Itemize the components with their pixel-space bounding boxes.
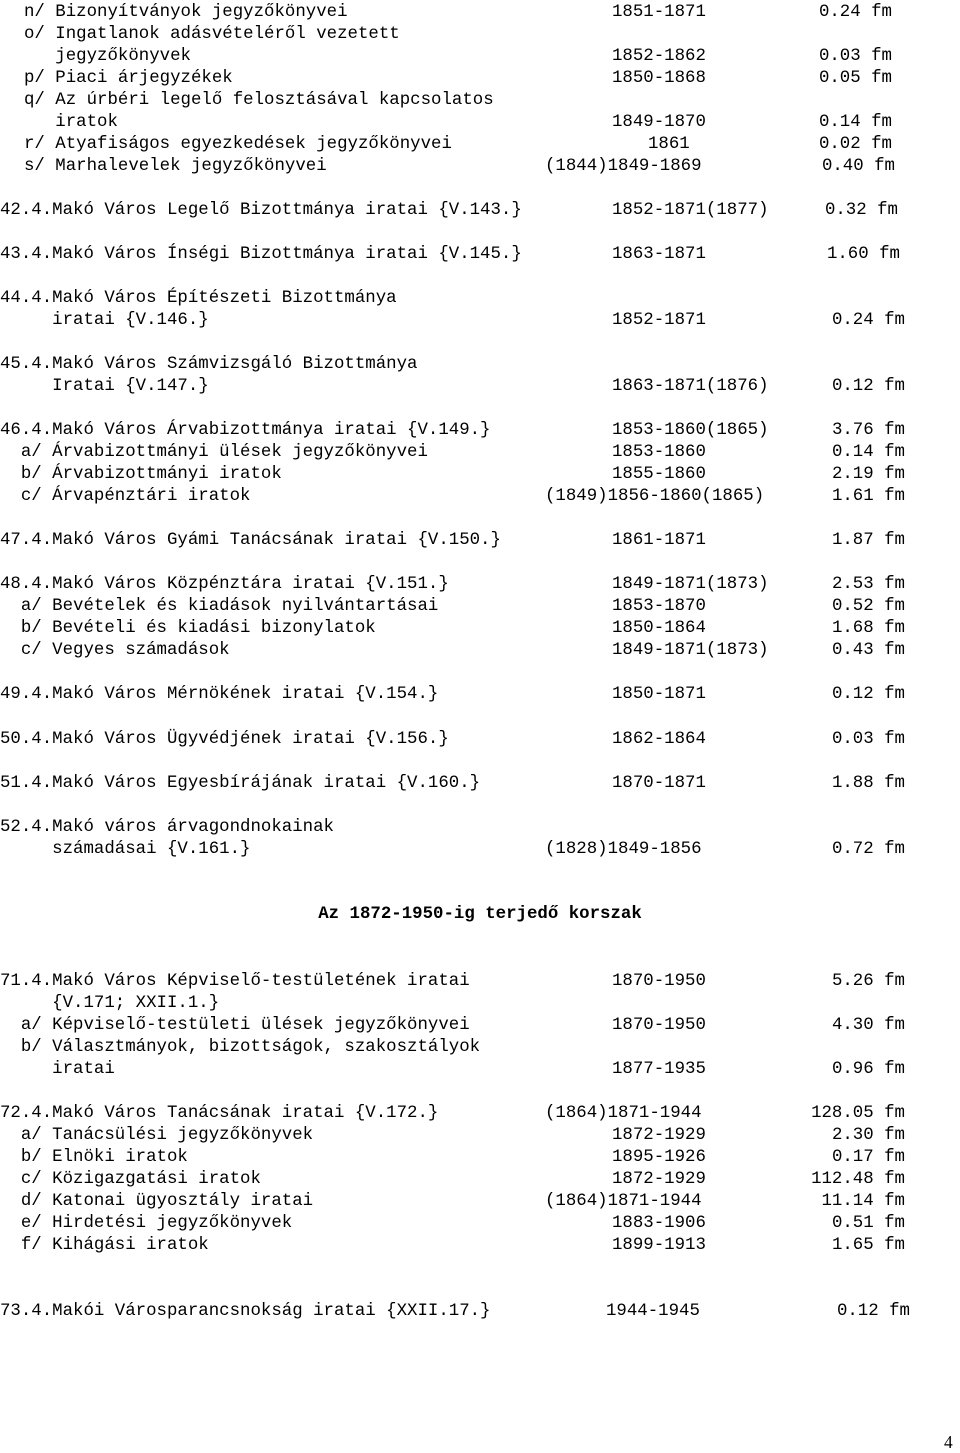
section-heading bbox=[0, 904, 960, 926]
inventory-row bbox=[0, 839, 960, 861]
row-date-range: 1850-1864 bbox=[612, 619, 706, 638]
row-extent: 0.40 fm bbox=[821, 157, 895, 176]
row-title: 73.4.Makói Városparancsnokság iratai {XXII.17.} bbox=[0, 1302, 491, 1321]
row-title: 45.4.Makó Város Számvizsgáló Bizottmánya bbox=[0, 355, 418, 374]
row-title: 43.4.Makó Város Ínségi Bizottmánya iratai {V.145.} bbox=[0, 245, 522, 264]
row-date-range: (1844)1849-1869 bbox=[545, 157, 702, 176]
inventory-row bbox=[0, 420, 960, 442]
inventory-row bbox=[0, 640, 960, 662]
inventory-row bbox=[0, 1191, 960, 1213]
row-extent: 0.14 fm bbox=[818, 113, 892, 132]
row-date-range: 1850-1868 bbox=[612, 69, 706, 88]
row-date-range: 1899-1913 bbox=[612, 1236, 706, 1255]
row-extent: 0.17 fm bbox=[831, 1148, 905, 1167]
inventory-row bbox=[0, 596, 960, 618]
row-title: s/ Marhalevelek jegyzőkönyvei bbox=[24, 157, 327, 176]
inventory-row bbox=[0, 46, 960, 68]
row-extent: 1.68 fm bbox=[831, 619, 905, 638]
row-extent: 0.14 fm bbox=[831, 443, 905, 462]
row-title: a/ Képviselő-testületi ülések jegyzőkönyvei bbox=[0, 1016, 470, 1035]
row-extent: 0.52 fm bbox=[831, 597, 905, 616]
row-title: a/ Tanácsülési jegyzőkönyvek bbox=[0, 1126, 314, 1145]
row-title: e/ Hirdetési jegyzőkönyvek bbox=[0, 1214, 293, 1233]
row-date-range: 1849-1871(1873) bbox=[612, 641, 769, 660]
row-date-range: 1853-1860(1865) bbox=[612, 421, 769, 440]
inventory-row bbox=[0, 244, 960, 266]
row-date-range: (1864)1871-1944 bbox=[545, 1104, 702, 1123]
inventory-row bbox=[0, 1301, 960, 1323]
inventory-row bbox=[0, 684, 960, 706]
row-date-range: 1853-1870 bbox=[612, 597, 706, 616]
row-title: d/ Katonai ügyosztály iratai bbox=[0, 1192, 314, 1211]
inventory-row bbox=[0, 112, 960, 134]
inventory-row bbox=[0, 530, 960, 552]
inventory-row bbox=[0, 1235, 960, 1257]
inventory-row bbox=[0, 1015, 960, 1037]
inventory-row bbox=[0, 442, 960, 464]
row-extent: 0.24 fm bbox=[831, 311, 905, 330]
row-title: 52.4.Makó város árvagondnokainak bbox=[0, 818, 334, 837]
row-extent: 1.87 fm bbox=[831, 531, 905, 550]
row-date-range: 1870-1950 bbox=[612, 1016, 706, 1035]
row-extent: 1.61 fm bbox=[831, 487, 905, 506]
row-date-range: 1870-1950 bbox=[612, 972, 706, 991]
inventory-row bbox=[0, 1125, 960, 1147]
row-title: 49.4.Makó Város Mérnökének iratai {V.154.} bbox=[0, 685, 439, 704]
row-extent: 1.65 fm bbox=[831, 1236, 905, 1255]
row-extent: 0.51 fm bbox=[831, 1214, 905, 1233]
row-extent: 0.12 fm bbox=[831, 377, 905, 396]
row-title: b/ Választmányok, bizottságok, szakosztályok bbox=[0, 1038, 481, 1057]
row-extent: 0.43 fm bbox=[831, 641, 905, 660]
section-heading-text: Az 1872-1950-ig terjedő korszak bbox=[318, 905, 642, 924]
row-date-range: 1861 bbox=[648, 135, 690, 154]
row-title: b/ Bevételi és kiadási bizonylatok bbox=[0, 619, 376, 638]
row-extent: 0.24 fm bbox=[818, 3, 892, 22]
row-title: b/ Elnöki iratok bbox=[0, 1148, 188, 1167]
row-date-range: 1895-1926 bbox=[612, 1148, 706, 1167]
row-date-range: 1862-1864 bbox=[612, 730, 706, 749]
row-date-range: 1872-1929 bbox=[612, 1170, 706, 1189]
inventory-row bbox=[0, 134, 960, 156]
row-extent: 0.03 fm bbox=[818, 47, 892, 66]
row-extent: 0.96 fm bbox=[831, 1060, 905, 1079]
row-extent: 3.76 fm bbox=[831, 421, 905, 440]
row-title: jegyzőkönyvek bbox=[24, 47, 191, 66]
row-date-range: 1853-1860 bbox=[612, 443, 706, 462]
row-extent: 0.32 fm bbox=[824, 201, 898, 220]
inventory-row bbox=[0, 376, 960, 398]
inventory-row bbox=[0, 1147, 960, 1169]
row-title: 44.4.Makó Város Építészeti Bizottmánya bbox=[0, 289, 397, 308]
row-extent: 1.60 fm bbox=[826, 245, 900, 264]
row-date-range: 1877-1935 bbox=[612, 1060, 706, 1079]
row-date-range: 1861-1871 bbox=[612, 531, 706, 550]
row-title: {V.171; XXII.1.} bbox=[0, 994, 220, 1013]
row-date-range: 1863-1871 bbox=[612, 245, 706, 264]
row-date-range: 1855-1860 bbox=[612, 465, 706, 484]
inventory-row bbox=[0, 971, 960, 993]
inventory-row bbox=[0, 1103, 960, 1125]
inventory-row bbox=[0, 486, 960, 508]
row-title: 71.4.Makó Város Képviselő-testületének iratai bbox=[0, 972, 470, 991]
row-title: c/ Vegyes számadások bbox=[0, 641, 230, 660]
inventory-row bbox=[0, 993, 960, 1015]
row-extent: 1.88 fm bbox=[831, 774, 905, 793]
row-title: f/ Kihágási iratok bbox=[0, 1236, 209, 1255]
row-date-range: 1863-1871(1876) bbox=[612, 377, 769, 396]
row-title: 47.4.Makó Város Gyámi Tanácsának iratai {V.150.} bbox=[0, 531, 501, 550]
row-date-range: 1872-1929 bbox=[612, 1126, 706, 1145]
row-title: iratai {V.146.} bbox=[0, 311, 209, 330]
row-title: c/ Árvapénztári iratok bbox=[0, 487, 251, 506]
row-date-range: (1849)1856-1860(1865) bbox=[545, 487, 765, 506]
row-extent: 0.12 fm bbox=[836, 1302, 910, 1321]
row-date-range: 1852-1862 bbox=[612, 47, 706, 66]
row-title: c/ Közigazgatási iratok bbox=[0, 1170, 261, 1189]
row-extent: 11.14 fm bbox=[821, 1192, 905, 1211]
row-extent: 128.05 fm bbox=[811, 1104, 905, 1123]
row-date-range: 1883-1906 bbox=[612, 1214, 706, 1233]
row-date-range: 1852-1871 bbox=[612, 311, 706, 330]
row-title: a/ Bevételek és kiadások nyilvántartásai bbox=[0, 597, 439, 616]
row-title: iratok bbox=[24, 113, 118, 132]
row-extent: 0.72 fm bbox=[831, 840, 905, 859]
row-title: o/ Ingatlanok adásvételéről vezetett bbox=[24, 25, 400, 44]
row-extent: 5.26 fm bbox=[831, 972, 905, 991]
row-title: számadásai {V.161.} bbox=[0, 840, 251, 859]
inventory-row bbox=[0, 817, 960, 839]
inventory-row bbox=[0, 1059, 960, 1081]
row-date-range: 1851-1871 bbox=[612, 3, 706, 22]
inventory-row bbox=[0, 1169, 960, 1191]
row-title: 50.4.Makó Város Ügyvédjének iratai {V.156.} bbox=[0, 730, 449, 749]
page-number: 4 bbox=[944, 1432, 953, 1452]
inventory-row bbox=[0, 310, 960, 332]
row-date-range: 1852-1871(1877) bbox=[612, 201, 769, 220]
inventory-row bbox=[0, 1213, 960, 1235]
row-title: n/ Bizonyítványok jegyzőkönyvei bbox=[24, 3, 348, 22]
row-date-range: (1864)1871-1944 bbox=[545, 1192, 702, 1211]
row-title: 72.4.Makó Város Tanácsának iratai {V.172.} bbox=[0, 1104, 439, 1123]
row-extent: 0.12 fm bbox=[831, 685, 905, 704]
row-extent: 4.30 fm bbox=[831, 1016, 905, 1035]
row-title: 48.4.Makó Város Közpénztára iratai {V.151.} bbox=[0, 575, 449, 594]
row-date-range: 1849-1871(1873) bbox=[612, 575, 769, 594]
inventory-row bbox=[0, 288, 960, 310]
inventory-row bbox=[0, 1037, 960, 1059]
row-title: r/ Atyafiságos egyezkedések jegyzőkönyvei bbox=[24, 135, 452, 154]
row-extent: 0.05 fm bbox=[818, 69, 892, 88]
row-title: a/ Árvabizottmányi ülések jegyzőkönyvei bbox=[0, 443, 428, 462]
inventory-row bbox=[0, 200, 960, 222]
inventory-row bbox=[0, 24, 960, 46]
row-title: Iratai {V.147.} bbox=[0, 377, 209, 396]
row-date-range: (1828)1849-1856 bbox=[545, 840, 702, 859]
row-date-range: 1850-1871 bbox=[612, 685, 706, 704]
inventory-row bbox=[0, 464, 960, 486]
row-extent: 2.19 fm bbox=[831, 465, 905, 484]
inventory-row bbox=[0, 68, 960, 90]
inventory-row bbox=[0, 2, 960, 24]
row-title: 46.4.Makó Város Árvabizottmánya iratai {V.149.} bbox=[0, 421, 491, 440]
row-extent: 0.02 fm bbox=[818, 135, 892, 154]
row-date-range: 1870-1871 bbox=[612, 774, 706, 793]
row-title: 51.4.Makó Város Egyesbírájának iratai {V.160.} bbox=[0, 774, 481, 793]
inventory-row bbox=[0, 574, 960, 596]
inventory-row bbox=[0, 156, 960, 178]
row-extent: 112.48 fm bbox=[811, 1170, 905, 1189]
inventory-row bbox=[0, 618, 960, 640]
inventory-row bbox=[0, 773, 960, 795]
row-title: q/ Az úrbéri legelő felosztásával kapcsolatos bbox=[24, 91, 494, 110]
row-title: b/ Árvabizottmányi iratok bbox=[0, 465, 282, 484]
row-date-range: 1849-1870 bbox=[612, 113, 706, 132]
row-extent: 0.03 fm bbox=[831, 730, 905, 749]
row-title: p/ Piaci árjegyzékek bbox=[24, 69, 233, 88]
inventory-row bbox=[0, 729, 960, 751]
row-title: iratai bbox=[0, 1060, 115, 1079]
inventory-row bbox=[0, 90, 960, 112]
row-title: 42.4.Makó Város Legelő Bizottmánya iratai {V.143.} bbox=[0, 201, 522, 220]
row-extent: 2.30 fm bbox=[831, 1126, 905, 1145]
row-date-range: 1944-1945 bbox=[606, 1302, 700, 1321]
inventory-row bbox=[0, 354, 960, 376]
row-extent: 2.53 fm bbox=[831, 575, 905, 594]
